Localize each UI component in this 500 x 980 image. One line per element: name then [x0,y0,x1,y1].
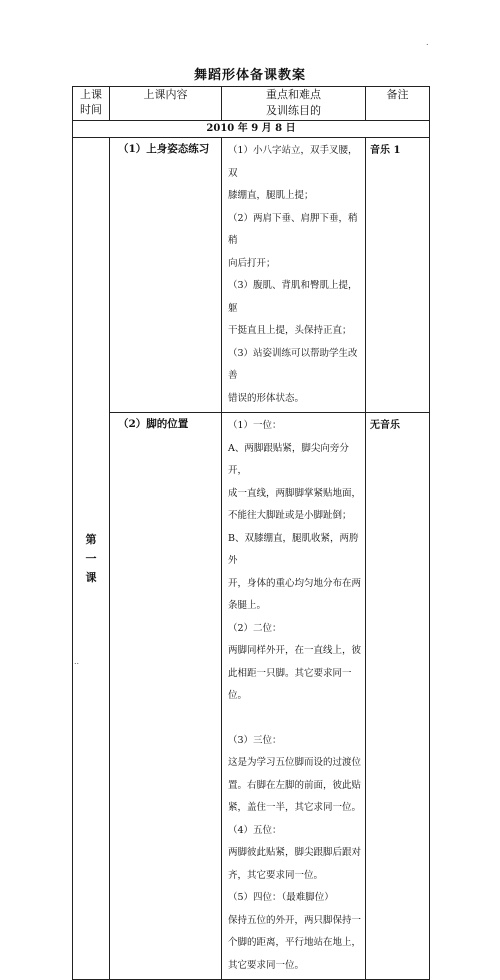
header-content [110,87,222,121]
section-2-line: 其它要求同一位。 [228,959,305,971]
section-1-content: （1）上身姿态练习 [110,138,222,413]
section-row-1 [73,138,430,413]
lesson-number-line1: 第 [85,533,97,546]
header-focus [222,87,366,121]
page-mark-top: . [426,38,429,47]
section-2-line: 开，身体的重心均匀地分布在两 [228,577,362,589]
section-2-line: （5）四位：（最难脚位） [228,892,334,903]
header-focus-line1: 重点和难点 [266,88,321,101]
section-1-line: 向后打开； [228,257,276,269]
header-focus-line2: 及训练目的 [266,104,321,117]
section-1-line: （3）腹肌、背肌和臀肌上提，躯 [228,280,358,314]
section-2-line: 不能往大脚趾或是小脚趾倒； [228,510,352,521]
section-2-line: 个脚的距离，平行地站在地上， [228,937,362,948]
section-1-line: 干挺直且上提，头保持正直； [228,325,352,336]
section-1-notes: 音乐 1 [366,138,430,413]
section-2-notes: 无音乐 [366,413,430,980]
section-2-line: 齐，其它要求同一位。 [228,869,324,881]
section-2-points [222,413,366,980]
section-2-spacer [228,708,361,730]
document-title: 舞蹈形体备课教案 [193,68,306,83]
section-2-line: 保持五位的外开，两只脚保持一 [228,914,362,926]
page-mark-bottom: .. [74,657,80,666]
lesson-number-line3: 课 [85,571,97,584]
section-2-line: （1）一位： [228,420,282,431]
header-time [73,87,110,121]
header-row [73,87,430,121]
section-2-line: 两脚彼此贴紧，脚尖跟脚后跟对 [228,847,362,858]
header-notes [366,87,430,121]
date-row [73,121,430,138]
lesson-number [73,138,110,980]
section-2-line: 两脚同样外开，在一直线上，彼 [228,645,362,656]
section-1-points [222,138,366,413]
section-row-2 [73,413,430,980]
header-notes-label: 备注 [386,88,409,101]
lesson-number-line2: 一 [85,552,97,565]
section-2-line: 成一直线，两脚脚掌紧贴地面， [228,487,362,499]
section-2-line: 置。右脚在左脚的前面，彼此贴 [228,779,362,791]
section-2-line: 此相距一只脚。其它要求同一位。 [228,667,352,701]
header-time-line1: 上课 [80,88,102,101]
section-2-line: 这是为学习五位脚而设的过渡位 [228,757,362,768]
section-2-line: B、双膝绷直，腿肌收紧，两胯外 [228,532,359,566]
section-2-line: 紧，盖住一半，其它求同一位。 [228,802,362,813]
section-1-line: 错误的形体状态。 [228,392,305,404]
section-1-line: 膝绷直，腿肌上提； [228,190,314,201]
section-1-line: （1）小八字站立，双手叉腰，双 [228,145,358,179]
section-2-content: （2）脚的位置 [110,413,222,980]
lesson-date: 2010 年 9 月 8 日 [73,121,430,138]
header-content-label: 上课内容 [143,88,188,101]
section-2-line: 条腿上。 [228,600,267,611]
section-2-line: A、两脚跟贴紧，脚尖向旁分开， [228,442,349,476]
section-2-line: （3）三位： [228,734,282,746]
section-2-line: （4）五位： [228,824,282,836]
section-1-line: （3）站姿训练可以帮助学生改善 [228,347,358,381]
lesson-plan-table [72,86,430,980]
section-1-line: （2）两肩下垂、肩胛下垂，稍稍 [228,212,358,246]
header-time-line2: 时间 [80,103,102,116]
section-2-line: （2）二位： [228,622,282,634]
